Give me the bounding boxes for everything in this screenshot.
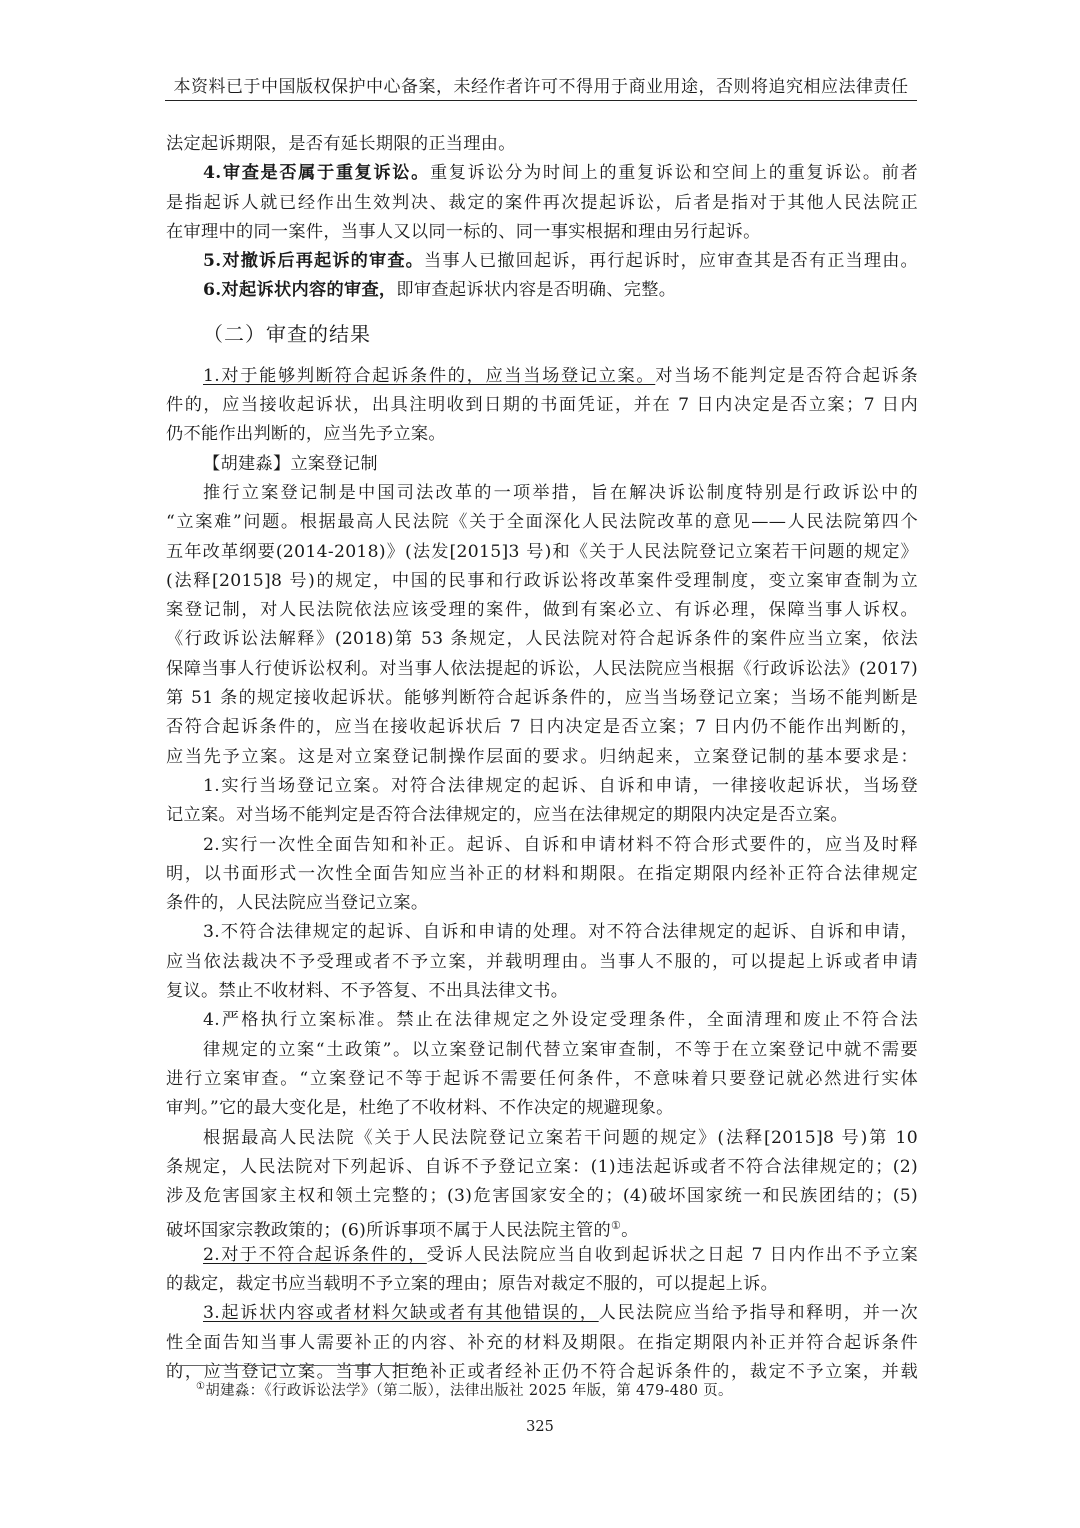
text-span: 对当场不能判定是否符合起诉条 xyxy=(655,365,918,386)
text-span: 。 xyxy=(621,1221,639,1242)
text-span: 当事人已撤回起诉，再行起诉时，应审查其是否有正当理由。 xyxy=(424,251,919,272)
text-line: 条规定，人民法院对下列起诉、自诉不予登记立案：(1)违法起诉或者不符合法律规定的；(2) xyxy=(166,1156,918,1177)
text-line: 五年改革纲要(2014-2018)》(法发[2015]3 号)和《关于人民法院登记立案若干问题的规定》 xyxy=(166,541,918,562)
paragraph-6-line xyxy=(166,276,918,305)
text-span: 人民法院应当给予指导和释明，并一次 xyxy=(598,1303,918,1324)
item-title-bold: 5.对撤诉后再起诉的审查。 xyxy=(203,251,424,272)
text-line: 保障当事人行使诉讼权利。对当事人依法提起的诉讼，人民法院应当根据《行政诉讼法》(2017) xyxy=(166,658,918,679)
result-1-line xyxy=(166,362,918,391)
text-line: “立案难”问题。根据最高人民法院《关于全面深化人民法院改革的意见——人民法院第四个 xyxy=(166,512,918,533)
text-line: 涉及危害国家主权和领土完整的；(3)危害国家安全的；(4)破坏国家统一和民族团结的；(5) xyxy=(166,1186,918,1207)
text-line: 进行立案审查。“立案登记不等于起诉不需要任何条件，不意味着只要登记就必然进行实体 xyxy=(166,1068,918,1089)
item-title-bold: 6.对起诉状内容的审查， xyxy=(203,280,397,301)
page-number: 325 xyxy=(526,1419,554,1435)
text-line: 的裁定，裁定书应当载明不予立案的理由；原告对裁定不服的，可以提起上诉。 xyxy=(166,1273,779,1294)
text-span: 重复诉讼分为时间上的重复诉讼和空间上的重复诉讼。前者 xyxy=(429,163,918,184)
copyright-header: 本资料已于中国版权保护中心备案，未经作者许可不得用于商业用途，否则将追究相应法律责任 xyxy=(173,77,909,97)
text-line: (法释[2015]8 号)的规定，中国的民事和行政诉讼将改革案件受理制度，变立案审查制为立 xyxy=(166,570,918,591)
text-line: 应当依法裁决不予受理或者不予立案，并载明理由。当事人不服的，可以提起上诉或者申请 xyxy=(166,951,918,972)
text-span: 受诉人民法院应当自收到起诉状之日起 7 日内作出不予立案 xyxy=(426,1244,918,1265)
paragraph-5-line xyxy=(166,247,918,276)
page-body xyxy=(166,130,918,1387)
text-line: 记立案。对当场不能判定是否符合法律规定的，应当在法律规定的期限内决定是否立案。 xyxy=(166,805,849,826)
text-line: 是指起诉人就已经作出生效判决、裁定的案件再次提起诉讼，后者是指对于其他人民法院正 xyxy=(166,192,918,213)
text-line: 应当先予立案。这是对立案登记制操作层面的要求。归纳起来，立案登记制的基本要求是： xyxy=(166,746,918,767)
text-line: 3.不符合法律规定的起诉、自诉和申请的处理。对不符合法律规定的起诉、自诉和申请， xyxy=(203,922,918,943)
text-line: 案登记制，对人民法院依法应该受理的案件，做到有案必立、有诉必理，保障当事人诉权。 xyxy=(166,600,918,621)
result-2-line xyxy=(166,1241,918,1270)
text-line: 在审理中的同一案件，当事人又以同一标的、同一事实根据和理由另行起诉。 xyxy=(166,221,761,242)
text-line: 仍不能作出判断的，应当先予立案。 xyxy=(166,424,446,445)
note-title: 【胡建淼】立案登记制 xyxy=(203,453,378,474)
text-span: 破坏国家宗教政策的；(6)所诉事项不属于人民法院主管的 xyxy=(166,1221,611,1242)
text-line: 否符合起诉条件的，应当在接收起诉状后 7 日内决定是否立案；7 日内仍不能作出判断的， xyxy=(166,717,918,738)
text-line: 复议。禁止不收材料、不予答复、不出具法律文书。 xyxy=(166,981,569,1002)
header-divider xyxy=(165,100,917,101)
text-line: 2.实行一次性全面告知和补正。起诉、自诉和申请材料不符合形式要件的，应当及时释 xyxy=(203,834,918,855)
text-line: 1.实行当场登记立案。对符合法律规定的起诉、自诉和申请，一律接收起诉状，当场登 xyxy=(203,775,918,796)
footnote-reference[interactable]: ① xyxy=(610,1219,622,1233)
section-heading: （二）审查的结果 xyxy=(203,321,371,346)
text-line: 的，应当登记立案。当事人拒绝补正或者经补正仍不符合起诉条件的，裁定不予立案，并载 xyxy=(166,1361,918,1382)
text-line: 明，以书面形式一次性全面告知应当补正的材料和期限。在指定期限内经补正符合法律规定 xyxy=(166,863,918,884)
footnote-text: 胡建淼：《行政诉讼法学》（第二版），法律出版社 2025 年版，第 479-480 页。 xyxy=(205,1382,733,1399)
paragraph-4-line xyxy=(166,159,918,188)
footnote xyxy=(196,1377,733,1401)
underlined-text: 1.对于能够判断符合起诉条件的，应当当场登记立案。 xyxy=(203,365,656,386)
text-line: 审判。”它的最大变化是，杜绝了不收材料、不作决定的规避现象。 xyxy=(166,1098,674,1119)
text-line: 法定起诉期限，是否有延长期限的正当理由。 xyxy=(166,134,516,154)
result-3-line xyxy=(166,1299,918,1328)
underlined-text: 2.对于不符合起诉条件的， xyxy=(203,1244,427,1265)
text-line: 件的，应当接收起诉状，出具注明收到日期的书面凭证，并在 7 日内决定是否立案；7 日内 xyxy=(166,395,918,416)
text-line: 条件的，人民法院应当登记立案。 xyxy=(166,893,429,914)
text-line: 推行立案登记制是中国司法改革的一项举措，旨在解决诉讼制度特别是行政诉讼中的 xyxy=(203,482,918,503)
text-line: 第 51 条的规定接收起诉状。能够判断符合起诉条件的，应当当场登记立案；当场不能判断是 xyxy=(166,688,918,709)
item-title-bold: 4.审查是否属于重复诉讼。 xyxy=(203,163,430,184)
text-line xyxy=(166,1211,918,1240)
text-span: 即审查起诉状内容是否明确、完整。 xyxy=(396,280,677,301)
text-line: 4.严格执行立案标准。禁止在法律规定之外设定受理条件，全面清理和废止不符合法 xyxy=(203,1010,918,1031)
text-line: 根据最高人民法院《关于人民法院登记立案若干问题的规定》(法释[2015]8 号)第 10 xyxy=(203,1127,918,1148)
underlined-text: 3.起诉状内容或者材料欠缺或者有其他错误的， xyxy=(203,1303,599,1324)
text-line: 性全面告知当事人需要补正的内容、补充的材料及期限。在指定期限内补正并符合起诉条件 xyxy=(166,1332,918,1353)
footnote-mark: ① xyxy=(196,1381,206,1392)
text-line: 《行政诉讼法解释》(2018)第 53 条规定，人民法院对符合起诉条件的案件应当立案，依法 xyxy=(166,629,918,650)
text-line: 律规定的立案“土政策”。以立案登记制代替立案审查制，不等于在立案登记中就不需要 xyxy=(203,1039,918,1060)
footnote-divider xyxy=(166,1365,424,1366)
